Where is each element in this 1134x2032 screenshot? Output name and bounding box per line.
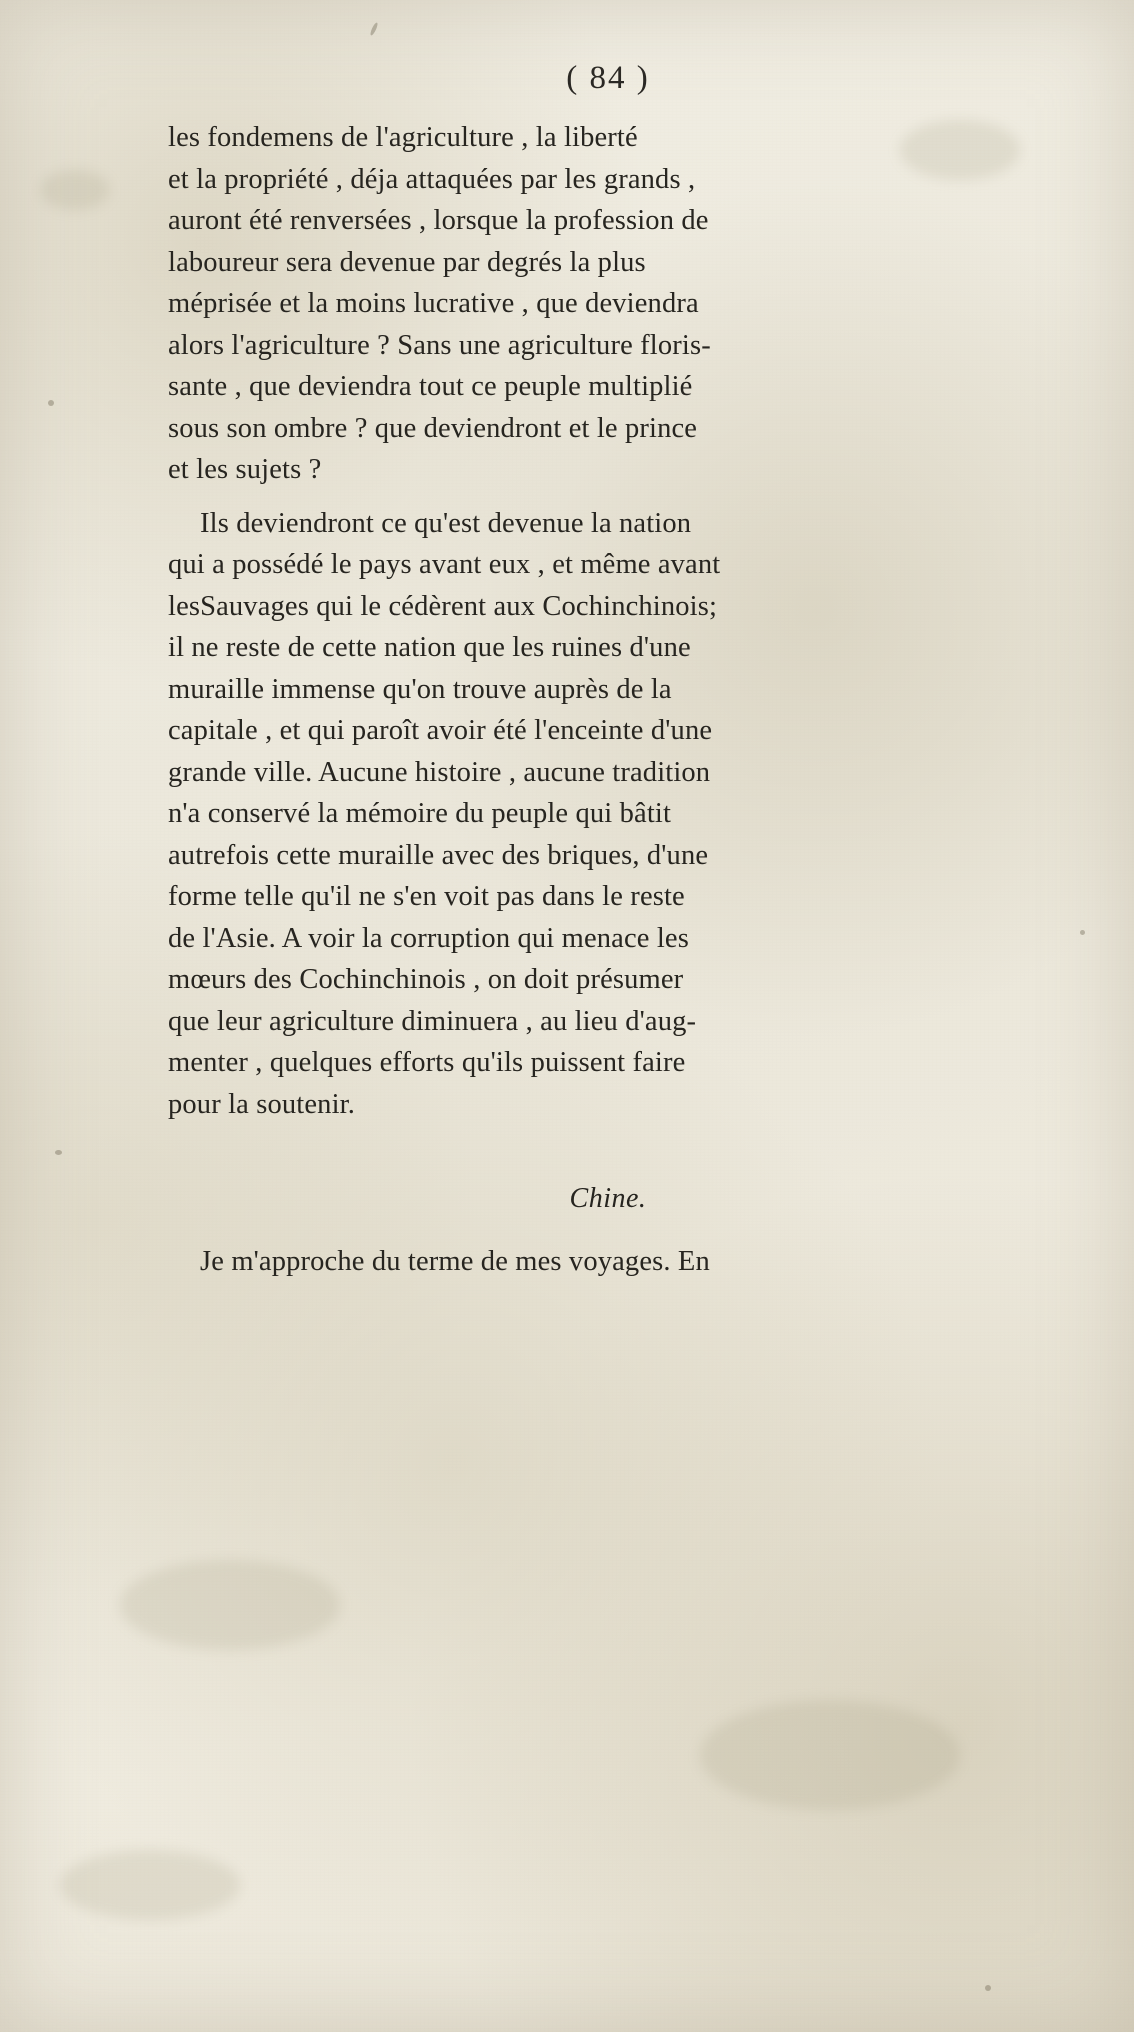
text-line: alors l'agriculture ? Sans une agriculture floris- — [168, 329, 711, 361]
paper-fleck — [55, 1150, 62, 1155]
page-content — [168, 60, 1048, 1283]
text-line: et les sujets ? — [168, 454, 322, 485]
paragraph-three — [168, 1241, 1048, 1283]
paper-fleck — [1080, 930, 1085, 935]
paper-smudge — [40, 170, 110, 210]
paper-fleck — [985, 1985, 991, 1991]
paper-smudge — [60, 1850, 240, 1920]
text-line: autrefois cette muraille avec des briques, d'une — [168, 839, 709, 871]
text-line: qui a possédé le pays avant eux , et même avant — [168, 549, 721, 580]
text-line: méprisée et la moins lucrative , que deviendra — [168, 288, 699, 319]
paper-fleck — [48, 400, 54, 406]
paper-smudge — [700, 1700, 960, 1810]
text-line: les fondemens de l'agriculture , la liberté — [168, 122, 638, 153]
text-line: Je m'approche du terme de mes voyages. En — [200, 1246, 710, 1277]
text-line: auront été renversées , lorsque la profession de — [168, 205, 709, 236]
paragraph-two — [168, 503, 1048, 1126]
page-number: ( 84 ) — [566, 60, 650, 96]
text-line: muraille immense qu'on trouve auprès de la — [168, 673, 672, 705]
text-line: que leur agriculture diminuera , au lieu d'aug- — [168, 1005, 697, 1037]
paper-smudge — [120, 1560, 340, 1650]
paper-fleck — [369, 22, 379, 36]
text-line: capitale , et qui paroît avoir été l'enceinte d'une — [168, 715, 713, 746]
text-line: de l'Asie. A voir la corruption qui menace les — [168, 922, 689, 954]
text-line: sante , que deviendra tout ce peuple multiplié — [168, 371, 693, 402]
text-line: lesSauvages qui le cédèrent aux Cochinchinois; — [168, 590, 718, 622]
text-line: et la propriété , déja attaquées par les grands , — [168, 163, 696, 195]
text-line: n'a conservé la mémoire du peuple qui bâtit — [168, 798, 672, 829]
text-line: grande ville. Aucune histoire , aucune tradition — [168, 756, 711, 788]
text-line: mœurs des Cochinchinois , on doit présumer — [168, 964, 684, 995]
text-line: laboureur sera devenue par degrés la plus — [168, 246, 646, 278]
text-line: forme telle qu'il ne s'en voit pas dans le reste — [168, 881, 685, 912]
show-through-text — [175, 1565, 182, 1593]
text-line: sous son ombre ? que deviendront et le prince — [168, 412, 698, 444]
section-heading: Chine. — [569, 1183, 647, 1214]
paragraph-continuation — [168, 117, 1048, 491]
text-line: menter , quelques efforts qu'ils puissent faire — [168, 1047, 686, 1078]
text-line: il ne reste de cette nation que les ruines d'une — [168, 632, 691, 663]
text-line: Ils deviendront ce qu'est devenue la nation — [200, 507, 692, 539]
text-line: pour la soutenir. — [168, 1088, 355, 1120]
